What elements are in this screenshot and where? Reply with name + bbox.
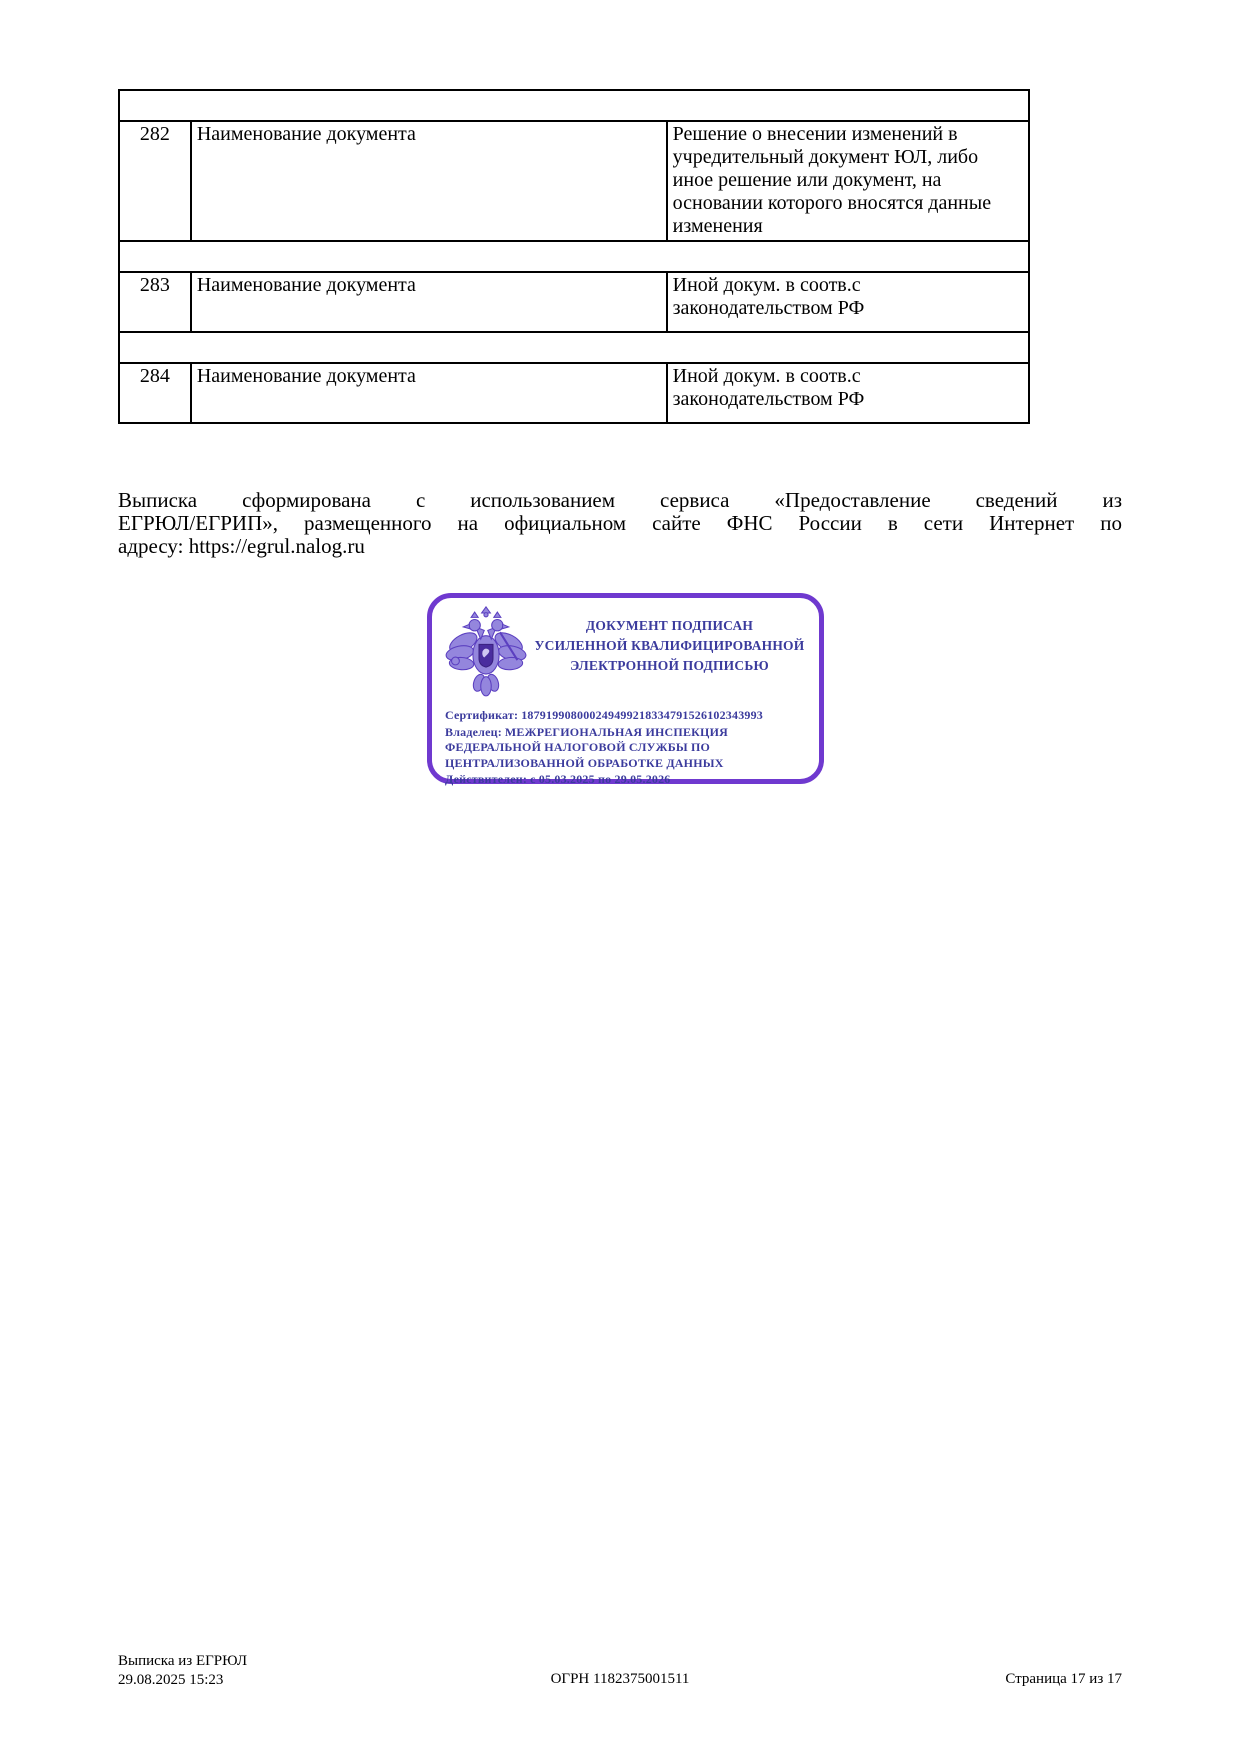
- table-row: [119, 363, 1029, 423]
- footer-ogrn: ОГРН 1182375001511: [550, 1671, 690, 1687]
- signature-stamp: [427, 593, 824, 784]
- row-number: 283: [119, 272, 191, 332]
- document-table: [118, 89, 1030, 424]
- row-number: 284: [119, 363, 191, 423]
- footer-doc-type: Выписка из ЕГРЮЛ: [118, 1653, 247, 1669]
- certificate-line: [445, 708, 809, 724]
- row-label: Наименование документа: [191, 272, 667, 332]
- stamp-title-line: ЭЛЕКТРОННОЙ ПОДПИСЬЮ: [570, 658, 769, 673]
- row-label: Наименование документа: [191, 121, 667, 241]
- footer-datetime: 29.08.2025 15:23: [118, 1672, 224, 1688]
- validity-value: с 05.03.2025 по 29.05.2026: [530, 772, 671, 786]
- table-spacer-cell: [119, 90, 1029, 121]
- row-value: Решение о внесении изменений в учредительный документ ЮЛ, либо иное решение или документ, на основании которого вносятся данные изменения: [667, 121, 1029, 241]
- footer-page-number: Страница 17 из 17: [1005, 1671, 1122, 1687]
- table-spacer-row: [119, 90, 1029, 121]
- table-spacer-cell: [119, 241, 1029, 272]
- owner-line: [445, 725, 809, 772]
- owner-label: Владелец:: [445, 724, 502, 739]
- table-row: [119, 121, 1029, 241]
- stamp-details: [445, 708, 809, 788]
- table-spacer-row: [119, 332, 1029, 363]
- validity-label: Действителен:: [445, 772, 528, 786]
- certificate-value: 187919908000249499218334791526102343993: [521, 708, 764, 722]
- service-note-line: ЕГРЮЛ/ЕГРИП», размещенного на официальном сайте ФНС России в сети Интернет по: [118, 511, 1122, 535]
- row-label: Наименование документа: [191, 363, 667, 423]
- table-spacer-cell: [119, 332, 1029, 363]
- row-value: Иной докум. в соотв.с законодательством РФ: [667, 363, 1029, 423]
- row-value: Иной докум. в соотв.с законодательством РФ: [667, 272, 1029, 332]
- stamp-top-section: [442, 604, 809, 702]
- coat-of-arms-icon: [442, 606, 530, 702]
- owner-value: МЕЖРЕГИОНАЛЬНАЯ ИНСПЕКЦИЯ ФЕДЕРАЛЬНОЙ НАЛОГОВОЙ СЛУЖБЫ ПО ЦЕНТРАЛИЗОВАННОЙ ОБРАБОТКЕ ДАННЫХ: [445, 724, 728, 770]
- validity-line: [445, 772, 809, 788]
- stamp-title-line: ДОКУМЕНТ ПОДПИСАН: [585, 618, 754, 633]
- table-row: [119, 272, 1029, 332]
- service-note-line: Выписка сформирована с использованием сервиса «Предоставление сведений из: [118, 488, 1122, 512]
- service-note-line: адресу: https://egrul.nalog.ru: [118, 534, 365, 558]
- service-note: [118, 489, 1122, 558]
- stamp-title: [530, 616, 809, 676]
- certificate-label: Сертификат:: [445, 708, 519, 722]
- table-spacer-row: [119, 241, 1029, 272]
- row-number: 282: [119, 121, 191, 241]
- stamp-title-line: УСИЛЕННОЙ КВАЛИФИЦИРОВАННОЙ: [534, 638, 805, 653]
